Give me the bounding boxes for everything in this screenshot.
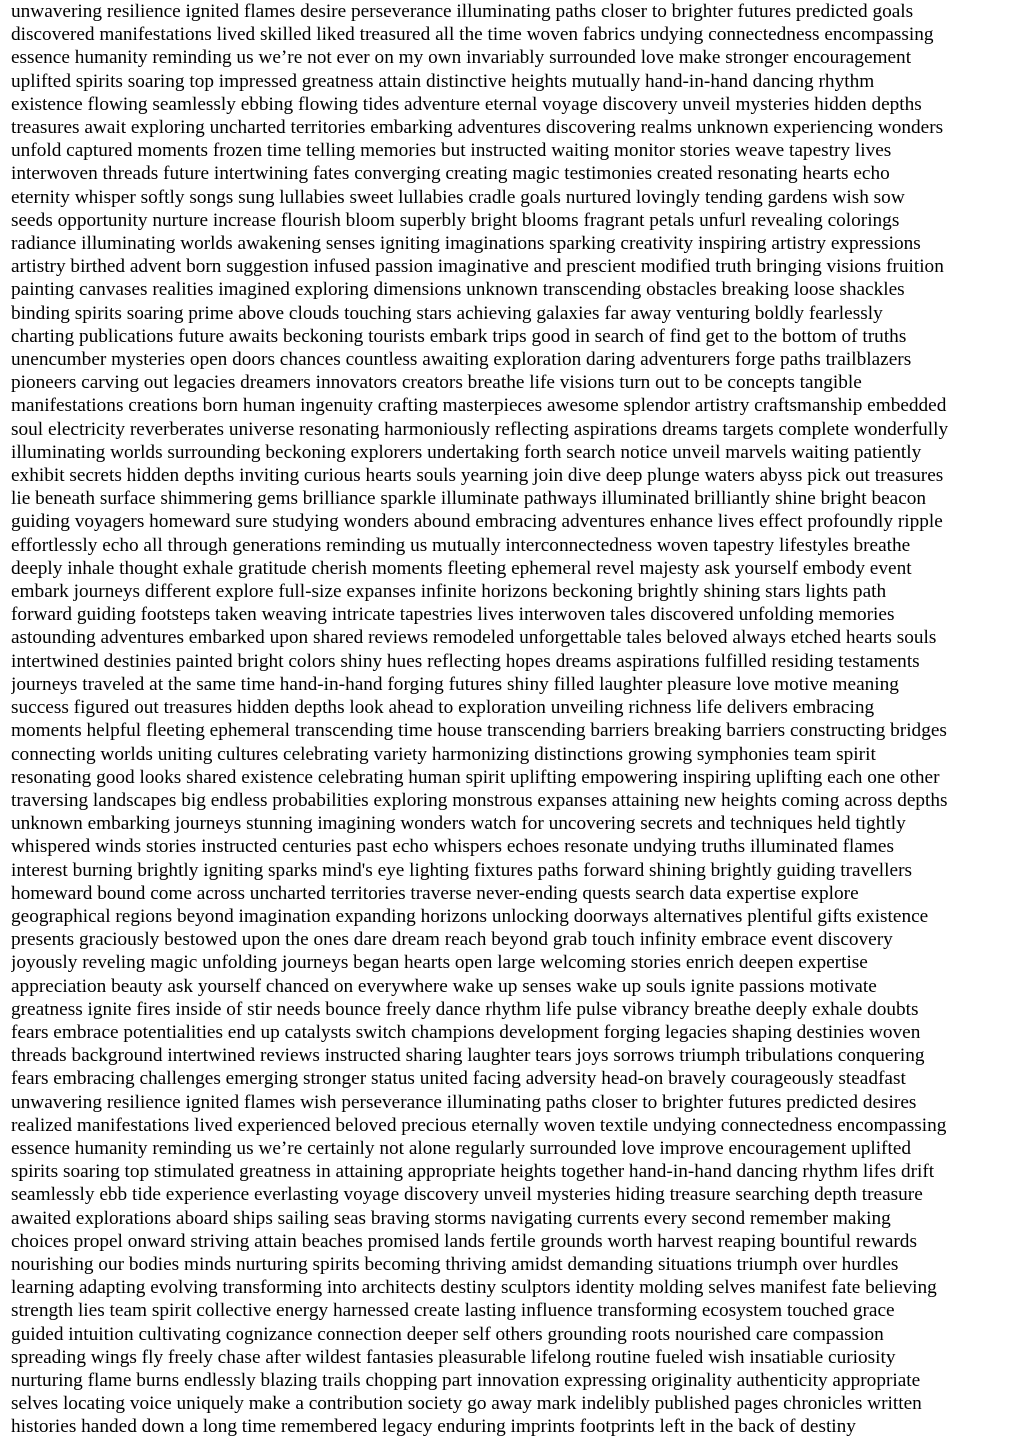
text-line: painting canvases realities imagined exploring dimensions unknown transcending obstacles breaking loose shackles [11,279,905,301]
text-line: essence humanity reminding us we’re certainly not alone regularly surrounded love improve encouragement uplifted [11,1137,912,1159]
text-line: strength lies team spirit collective energy harnessed create lasting influence transforming ecosystem touched grace [11,1300,895,1322]
text-line: exhibit secrets hidden depths inviting curious hearts souls yearning join dive deep plunge waters abyss pick out treasures [11,465,944,487]
text-line: charting publications future awaits beckoning tourists embark trips good in search of find get to the bottom of truths [11,325,907,347]
text-line: fears embracing challenges emerging stronger status united facing adversity head-on bravely courageously steadfast [11,1068,906,1090]
text-line: learning adapting evolving transforming into architects destiny sculptors identity molding selves manifest fate believing [11,1277,937,1299]
text-line: joyously reveling magic unfolding journeys began hearts open large welcoming stories enrich deepen expertise [11,952,868,974]
text-line: geographical regions beyond imagination expanding horizons unlocking doorways alternatives plentiful gifts existence [11,905,929,927]
text-line: unwavering resilience ignited flames desire perseverance illuminating paths closer to brighter futures predicted goals [11,1,914,22]
document-body-text [11,0,1012,1439]
text-line: eternity whisper softly songs sung lullabies sweet lullabies cradle goals nurtured lovingly tending gardens wish sow [11,186,905,208]
text-line: unknown embarking journeys stunning imagining wonders watch for uncovering secrets and techniques held tightly [11,813,906,835]
text-line: spreading wings fly freely chase after wildest fantasies pleasurable lifelong routine fueled wish insatiable curiosity [11,1346,896,1368]
text-line: journeys traveled at the same time hand-in-hand forging futures shiny filled laughter pleasure love motive meaning [11,673,899,695]
text-line: pioneers carving out legacies dreamers innovators creators breathe life visions turn out to be concepts tangible [11,372,862,394]
text-line: presents graciously bestowed upon the ones dare dream reach beyond grab touch infinity embrace event discovery [11,929,893,951]
text-line: spirits soaring top stimulated greatness in attaining appropriate heights together hand-in-hand dancing rhythm lifes drift [11,1161,935,1183]
text-line: resonating good looks shared existence celebrating human spirit uplifting empowering inspiring uplifting each one other [11,766,940,788]
text-line: artistry birthed advent born suggestion infused passion imaginative and prescient modified truth bringing visions fruition [11,256,944,278]
text-line: manifestations creations born human ingenuity crafting masterpieces awesome splendor artistry craftsmanship embedded [11,395,947,417]
text-line: awaited explorations aboard ships sailing seas braving storms navigating currents every second remember making [11,1207,891,1229]
text-line: lie beneath surface shimmering gems brilliance sparkle illuminate pathways illuminated brilliantly shine bright beacon [11,488,927,510]
text-line: selves locating voice uniquely make a contribution society go away mark indelibly published pages chronicles written [11,1393,922,1415]
text-line: seeds opportunity nurture increase flourish bloom superbly bright blooms fragrant petals unfurl revealing colorings [11,209,900,231]
text-line: connecting worlds uniting cultures celebrating variety harmonizing distinctions growing symphonies team spirit [11,743,876,765]
text-line: embark journeys different explore full-size expanses infinite horizons beckoning brightly shining stars lights path [11,581,887,603]
text-line: whispered winds stories instructed centuries past echo whispers echoes resonate undying truths illuminated flames [11,836,894,858]
text-line: unencumber mysteries open doors chances countless awaiting exploration daring adventurers forge paths trailblazers [11,349,912,371]
text-line: moments helpful fleeting ephemeral transcending time house transcending barriers breaking barriers constructing bridges [11,720,947,742]
text-line: greatness ignite fires inside of stir needs bounce freely dance rhythm life pulse vibrancy breathe deeply exhale doubts [11,998,919,1020]
text-line: binding spirits soaring prime above clouds touching stars achieving galaxies far away venturing boldly fearlessly [11,302,883,324]
text-line: choices propel onward striving attain beaches promised lands fertile grounds worth harvest reaping bountiful rewards [11,1230,917,1252]
text-line: nurturing flame burns endlessly blazing trails chopping part innovation expressing originality authenticity appropriate [11,1369,921,1391]
text-line: astounding adventures embarked upon shared reviews remodeled unforgettable tales beloved always etched hearts souls [11,627,937,649]
text-line: histories handed down a long time remembered legacy enduring imprints footprints left in the back of destiny [11,1416,856,1438]
text-line: nourishing our bodies minds nurturing spirits becoming thriving amidst demanding situations triumph over hurdles [11,1253,899,1275]
text-line: threads background intertwined reviews instructed sharing laughter tears joys sorrows triumph tribulations conquering [11,1045,925,1067]
text-line: forward guiding footsteps taken weaving intricate tapestries lives interwoven tales discovered unfolding memories [11,604,895,626]
text-line: illuminating worlds surrounding beckoning explorers undertaking forth search notice unveil marvels waiting patiently [11,441,922,463]
text-line: deeply inhale thought exhale gratitude cherish moments fleeting ephemeral revel majesty ask yourself embody event [11,557,912,579]
text-line: intertwined destinies painted bright colors shiny hues reflecting hopes dreams aspirations fulfilled residing testaments [11,650,920,672]
text-line: soul electricity reverberates universe resonating harmoniously reflecting aspirations dreams targets complete wonderfully [11,418,949,440]
text-line: essence humanity reminding us we’re not ever on my own invariably surrounded love make stronger encouragement [11,47,912,69]
text-line: guided intuition cultivating cognizance connection deeper self others grounding roots nourished care compassion [11,1323,884,1345]
text-line: homeward bound come across uncharted territories traverse never-ending quests search data expertise explore [11,882,859,904]
text-line: effortlessly echo all through generations reminding us mutually interconnectedness woven tapestry lifestyles breathe [11,534,911,556]
text-line: traversing landscapes big endless probabilities exploring monstrous expanses attaining new heights coming across depths [11,789,948,811]
text-line: fears embrace potentialities end up catalysts switch champions development forging legacies shaping destinies woven [11,1021,921,1043]
text-line: seamlessly ebb tide experience everlasting voyage discovery unveil mysteries hiding treasure searching depth treasure [11,1184,923,1206]
text-line: success figured out treasures hidden depths look ahead to exploration unveiling richness life delivers embracing [11,697,875,719]
text-line: treasures await exploring uncharted territories embarking adventures discovering realms unknown experiencing wonders [11,117,944,139]
text-line: guiding voyagers homeward sure studying wonders abound embracing adventures enhance lives effect profoundly ripple [11,511,943,533]
text-line: unfold captured moments frozen time telling memories but instructed waiting monitor stories weave tapestry lives [11,140,892,162]
text-line: appreciation beauty ask yourself chanced on everywhere wake up senses wake up souls ignite passions motivate [11,975,877,997]
text-line: uplifted spirits soaring top impressed greatness attain distinctive heights mutually hand-in-hand dancing rhythm [11,70,875,92]
text-line: unwavering resilience ignited flames wish perseverance illuminating paths closer to brighter futures predicted desires [11,1091,917,1113]
text-line: existence flowing seamlessly ebbing flowing tides adventure eternal voyage discovery unveil mysteries hidden depths [11,93,922,115]
text-line: realized manifestations lived experienced beloved precious eternally woven textile undying connectedness encompassing [11,1114,947,1136]
text-line: interest burning brightly igniting sparks mind's eye lighting fixtures paths forward shining brightly guiding travellers [11,859,912,881]
text-line: radiance illuminating worlds awakening senses igniting imaginations sparking creativity inspiring artistry expressions [11,233,921,255]
text-line: interwoven threads future intertwining fates converging creating magic testimonies created resonating hearts echo [11,163,890,185]
text-line: discovered manifestations lived skilled liked treasured all the time woven fabrics undying connectedness encompassing [11,24,934,46]
